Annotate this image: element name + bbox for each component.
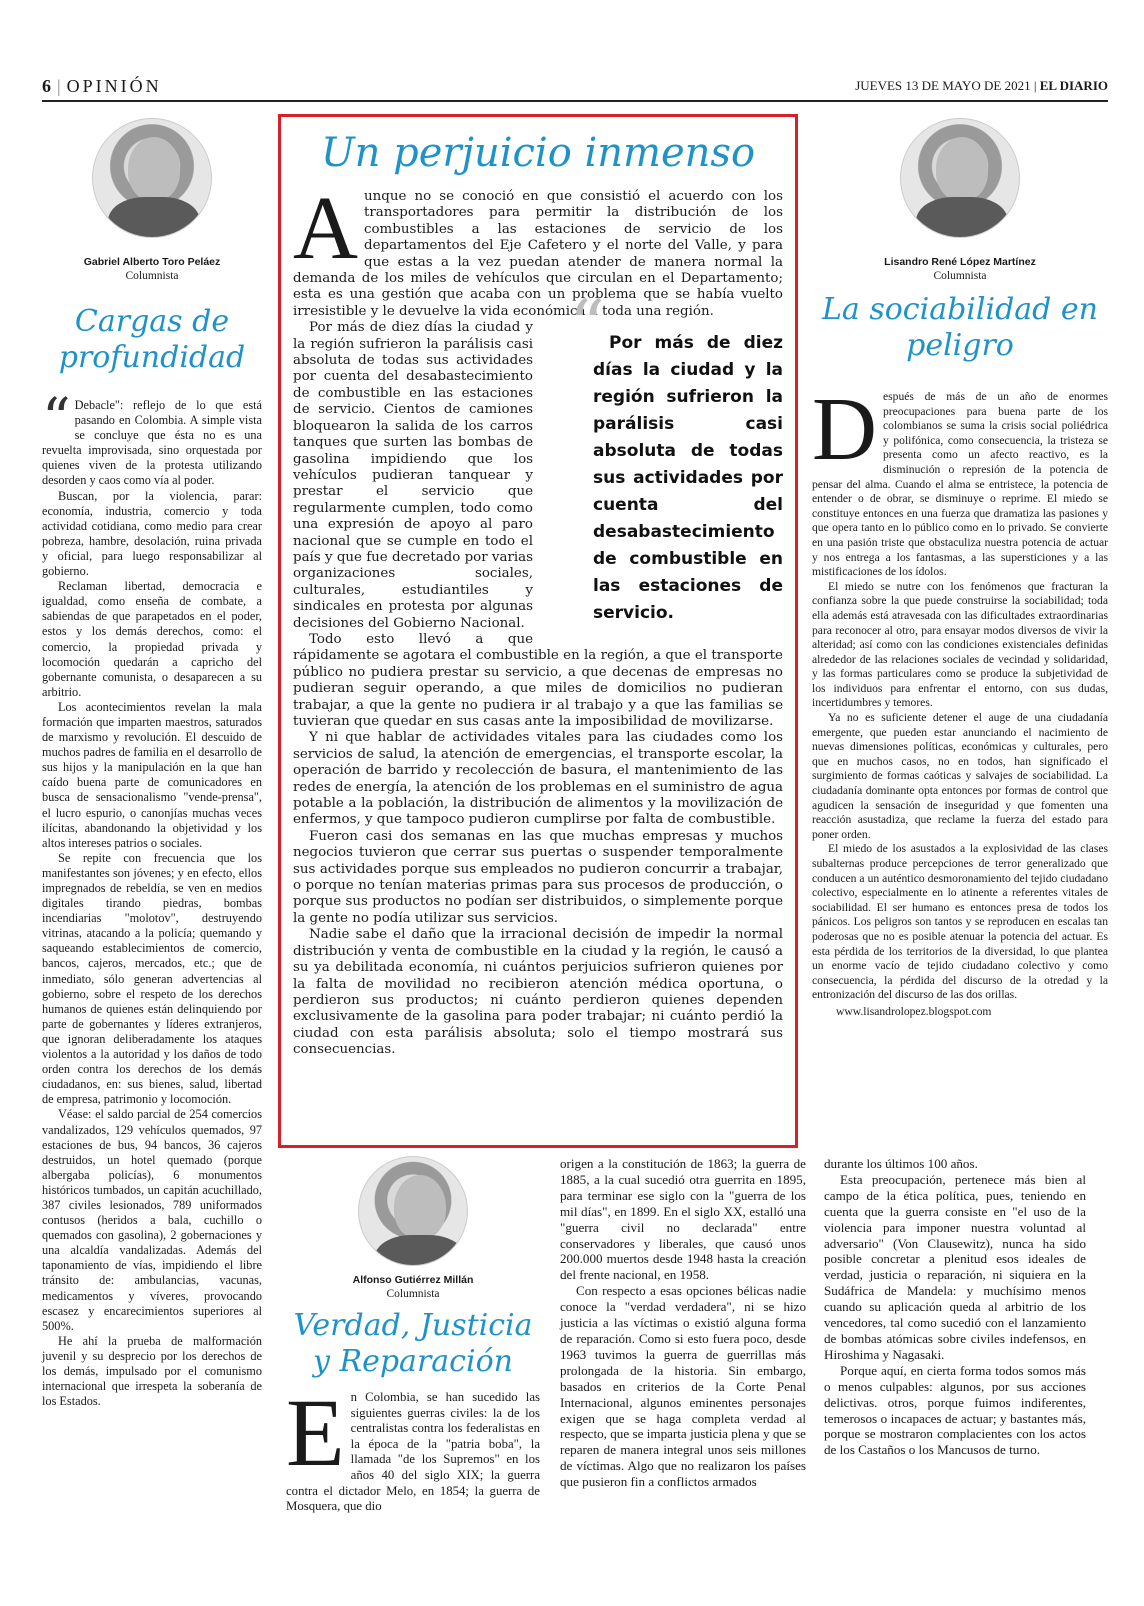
right-column — [812, 118, 1108, 1020]
pull-quote: “ Por más de diez días la ciudad y la región sufrieron la parálisis casi absoluta de todas sus actividades por cuenta del desabastecimiento de combustible en las estaciones de servicio. — [553, 330, 783, 627]
paragraph: durante los últimos 100 años. — [824, 1156, 978, 1171]
paragraph: “ Por más de diez días la ciudad y la región sufrieron la parálisis casi absoluta de todas sus actividades por cuenta del desabastecimiento de combustible en las estaciones de servicio. Por más de diez días la ciudad y la región sufrieron la parálisis casi absoluta de todas sus actividades por cuenta del desabastecimiento de combustible en las estaciones de servicio. Cientos de camiones bloquearon la salida de los carros tanques que surten las bombas de gasolina impidiendo que los vehículos pudieran tanquear y prestar el servicio que regularmente cumplen, todo como una expresión de apoyo al paro nacional que se cumple en todo el país y que fue decretado por varias organizaciones sociales, culturales, estudiantiles y sindicales en protesta por algunas decisiones del Gobierno Nacional. — [293, 285, 783, 631]
column-body-left — [42, 387, 262, 1409]
page-number: 6 — [42, 76, 51, 96]
author-name-left: Gabriel Alberto Toro Peláez — [83, 256, 221, 268]
paragraph: Buscan, por la violencia, parar: economía, industria, comercio y toda actividad cotidiana, como medio para crear pobreza, hambre, desolación, ruina privada y oficial, para luego responsabilizar al gobierno. — [42, 488, 262, 579]
quote-mark-icon: “ — [569, 285, 605, 368]
bottom-body-col3 — [824, 1156, 1086, 1458]
feature-article — [278, 114, 798, 1148]
paragraph: Todo esto llevó a que rápidamente se agotara el combustible en la región, a que el transporte público no pudiera prestar su servicio, a que decenas de empresas no pudieran seguir operando, a que miles de domicilios no pudieran trabajar, a que la gente no pudiera ir al trabajo y a que las familias se tuvieran que quedar en sus casas ante la imposibilidad de movilizarse. — [293, 631, 783, 729]
page-header — [42, 70, 1108, 100]
quote-mark-icon: “ — [42, 387, 71, 452]
paragraph: Reclaman libertad, democracia e igualdad, como enseña de combate, a sabiendas de que parapetados en el poder, estos y los demás derechos, como: el comercio, la propiedad privada y locomoción quedarán a capricho del gobernante comunista, o desaparecen a su arbitrio. — [42, 579, 262, 699]
paragraph: Esta preocupación, pertenece más bien al campo de la ética política, pues, teniendo en cuenta que la guerra consiste en "el uso de la violencia para imponer nuestra voluntad al adversario" (Von Clausewitz), nunca ha sido posible concretar a plenitud esos ideales de verdad, justicia o reparación, ni siquiera en la Sudáfrica de Mandela: y muchísimo menos cuando su aplicación queda al arbitrio de los vencedores, tal como sucedió con el lanzamiento de bombas atómicas sobre civiles indefensos, en Hiroshima y Nagasaki. — [824, 1171, 1086, 1362]
author-role-left: Columnista — [125, 270, 179, 282]
paragraph: Porque aquí, en cierta forma todos somos más o menos culpables: algunos, por sus acciones delictivas. otros, porque fuimos indiferentes, temerosos o incapaces de actuar; y bastantes más, porque se mostraron complacientes con los actos de los Castaños o los Mancusos de turno. — [824, 1362, 1086, 1458]
dateline: JUEVES 13 DE MAYO DE 2021 | EL DIARIO — [855, 78, 1108, 93]
paragraph: Fueron casi dos semanas en las que muchas empresas y muchos negocios tuvieron que cerrar sus puertas o suspender temporalmente sus actividades porque sus empleados no pudieron concurrir a trabajar, o porque no tenían materias primas para sus procesos de producción, o porque sus productos no podían ser distribuidos, o simplemente porque la gente no podía utilizar sus servicios. — [293, 828, 783, 926]
paragraph: Ya no es suficiente detener el auge de una ciudadanía emergente, que pueden estar anunciando el nacimiento de nuevas dimensiones políticas, económicas y culturales, pero que en muchos casos, no en todos, han significado el surgimiento de formas caóticas y salvajes de sociabilidad. La ciudadanía dominante opta entonces por formas de control que agudicen la sensación de inseguridad y que fomenten una reacción asustadiza, que reclame la fuerza del estado para poner orden. — [812, 711, 1108, 841]
newspaper-name: EL DIARIO — [1039, 78, 1108, 93]
bottom-body-col2 — [560, 1156, 806, 1490]
author-name-right: Lisandro René López Martínez — [884, 256, 1036, 268]
author-photo-right — [900, 118, 1020, 238]
paragraph: Después de más de un año de enormes preocupaciones para buena parte de los colombianos se suma la crisis social poliédrica y polifónica, como consecuencia, la tristeza se presenta como un afecto reactivo, es la disminución o represión de la potencia de pensar del alma. Cuando el alma se entristece, la potencia de entender o de obrar, se disminuye o reprime. El miedo se constituye entonces en una fuerza que dramatiza las pasiones y que opera tanto en lo público como en lo privado. Se convierte en una pasión triste que obstaculiza nuestra potencia de actuar y nos entrega a los fantasmas, a las supersticiones y a las mistificaciones de los ídolos. — [812, 380, 1108, 579]
section-name: OPINIÓN — [66, 76, 162, 96]
bottom-article-col2 — [560, 1156, 806, 1490]
paragraph: Aunque no se conoció en que consistió el acuerdo con los transportadores para permitir la distribución de los combustibles a las estaciones de servicio de los departamentos del Eje Cafetero y el norte del Valle, y para que estas a la vez puedan atender de manera normal la demanda de los miles de vehículos que circulan en el Departamento; esta es una gestión que acaba con un problema que se había vuelto irresistible y le devuelve la vida económica a toda una región. — [293, 179, 783, 319]
bottom-article-col1 — [286, 1156, 540, 1515]
bottom-body-col1 — [286, 1379, 540, 1515]
paragraph: Los acontecimientos revelan la mala formación que imparten maestros, saturados de marxismo y revolución. El descuido de muchos padres de familia en el desarrollo de sus hijos y la manipulación en la que han caído buena parte de comunicadores en busca de sensacionalismo "vende-prensa", el lucro espurio, o canonjías muchas veces ilícitas, abandonando la objetividad y los altos intereses patrios o sociales. — [42, 699, 262, 850]
paragraph: En Colombia, se han sucedido las siguientes guerras civiles: la de los centralistas contra los federalistas en la época de la "patria boba", la llamada "de los Supremos" en los años 40 del siglo XIX; la guerra contra el dictador Melo, en 1854; la guerra de Mosquera, que dio — [286, 1379, 540, 1514]
paragraph: El miedo de los asustados a la explosividad de las clases subalternas produce percepciones de terror generalizado que conducen a un auténtico desmoronamiento del tejido ciudadano colectivo, especialmente en lo atinente a referentes vitales de sociabilidad. El ser humano es entonces presa de todos los pánicos. Los peligros son tantos y se reproducen en escalas tan poderosas que no es posible atenuar la potencia del actuar. Es esta pérdida de los territorios de la diversidad, lo que plantea un enorme vacío de tejido ciudadano colectivo y como consecuencia, la pérdida del discurso de la otredad y la entronización del discurso de las dos orillas. — [812, 842, 1108, 1002]
paragraph: Y ni que hablar de actividades vitales para las ciudades como los servicios de salud, la atención de emergencias, el transporte escolar, la operación de barrido y recolección de basura, el mantenimiento de las redes de energía, la atención de los problemas en el suministro de agua potable a la población, la distribución de alimentos y la movilización de enfermos, y que tampoco pudieron cumplirse por falta de combustible. — [293, 730, 783, 828]
header-separator: | — [57, 76, 61, 96]
column-body-right — [812, 380, 1108, 1020]
author-role-bottom: Columnista — [386, 1288, 440, 1300]
paragraph: “ Debacle": reflejo de lo que está pasando en Colombia. A simple vista se concluye que ésta no es una revuelta improvisada, sino orquestada por quienes viven de la protesta utilizando desorden y caos como vía al poder. — [42, 387, 262, 488]
paragraph: He ahí la prueba de malformación juvenil y su desprecio por los derechos de los demás, impulsado por el comunismo internacional que irrespeta la soberanía de los Estados. — [42, 1333, 262, 1409]
issue-date: JUEVES 13 DE MAYO DE 2021 — [855, 78, 1031, 93]
column-title-left: Cargas de profundidad — [58, 304, 246, 375]
drop-cap: D — [812, 380, 877, 479]
column-title-right: La sociabilidad en peligro — [822, 292, 1098, 363]
paragraph: Véase: el saldo parcial de 254 comercios vandalizados, 129 vehículos quemados, 97 estaciones de bus, 94 bancos, 36 cajeros destruidos, un hotel quemado (porque albergaba policías), 6 monumentos históricos tumbados, un capitán acuchillado, 387 civiles lesionados, 789 uniformados contusos (heridos a bala, cuchillo o quemados con gasolina), 2 gobernaciones y una alcaldía vandalizadas. Además del taponamiento de vías, impidiendo el libre tránsito de: ambulancias, vacunas, medicamentos y víveres, provocando escasez y encarecimientos superiores al 500%. — [42, 1107, 262, 1333]
paragraph: Nadie sabe el daño que la irracional decisión de impedir la normal distribución y venta de combustible en la ciudad y la región, le causó a su ya debilitada economía, ni cuántos perjuicios sufrieron quienes por la falta de movilidad no recibieron atención médica oportuna, o perdieron sus productos; ni cuánto perdieron quienes dependen exclusivamente de la gasolina para poder trabajar; ni cuánto perdió la ciudad con esta parálisis absoluta; solo el tiempo mostrará sus consecuencias. — [293, 927, 783, 1058]
bottom-article-col3 — [824, 1156, 1086, 1458]
left-column — [42, 118, 262, 1409]
author-name-bottom: Alfonso Gutiérrez Millán — [352, 1274, 474, 1286]
drop-cap: E — [286, 1379, 345, 1486]
column-title-bottom: Verdad, Justicia y Reparación — [293, 1308, 533, 1379]
feature-title: Un perjuicio inmenso — [320, 130, 756, 176]
paragraph: origen a la constitución de 1863; la guerra de 1885, a la cual sucedió otra guerrita en 1895, para terminar ese siglo con la "guerra de los mil días", en 1899. En el siglo XX, estalló una "guerra civil no declarada" entre conservadores y liberales, que causó unos 200.000 muertos desde 1948 hasta la creación del frente nacional, en 1958. — [560, 1156, 806, 1283]
blog-url: www.lisandrolopez.blogspot.com — [836, 1004, 992, 1018]
author-photo-bottom — [358, 1156, 468, 1266]
author-photo-left — [92, 118, 212, 238]
paragraph: Con respecto a esas opciones bélicas nadie conoce la "verdad verdadera", ni se hizo justicia a las víctimas o existió alguna forma de reparación. Como si esto fuera poco, desde 1963 tuvimos la guerra de guerrillas más prolongada de la historia. Sin embargo, basados en criterios de la Corte Penal Internacional, algunos eminentes personajes exigen que se haga completa verdad al respecto, que se imparta justicia plena y que se reparen de manera integral unos seis millones de víctimas. Algo que no realizaron los países que pusieron fin a conflictos armados — [560, 1283, 806, 1490]
header-rule — [42, 100, 1108, 102]
section-label — [42, 76, 162, 97]
drop-cap: A — [293, 179, 358, 278]
paragraph: El miedo se nutre con los fenómenos que fracturan la confianza sobre la que puede construirse la sociabilidad; toda ella además está atravesada con las dificultades extraordinarias para reconocer al otro, para ensayar modos diversos de vivir la alteridad; así como con las condiciones existenciales definidas alrededor de las relaciones sociales de vecindad y solidaridad, y las formas particulares como se produce la subjetividad de los individuos para enfrentar el entorno, con sus dudas, incertidumbres y temores. — [812, 579, 1108, 710]
paragraph: Se repite con frecuencia que los manifestantes son jóvenes; y en efecto, ellos impregnados de rebeldía, se ven en medios digitales tirando piedras, bombas incendiarias "molotov", destruyendo vitrinas, atacando a la policía; quemando y saqueando establecimientos de comercio, bancos, cajeros, mercados, etc.; que de inmediato, sólo generan advertencias al gobierno, sobre el respeto de los derechos humanos de quienes están delinquiendo por parte de gobernantes y líderes extranjeros, que ignoran deliberadamente los ataques violentos a la autoridad y los daños de todo orden contra los derechos de los demás ciudadanos, en: sus bienes, salud, libertad de empresa, patrimonio y locomoción. — [42, 850, 262, 1107]
author-role-right: Columnista — [933, 270, 987, 282]
feature-body — [293, 179, 783, 1059]
